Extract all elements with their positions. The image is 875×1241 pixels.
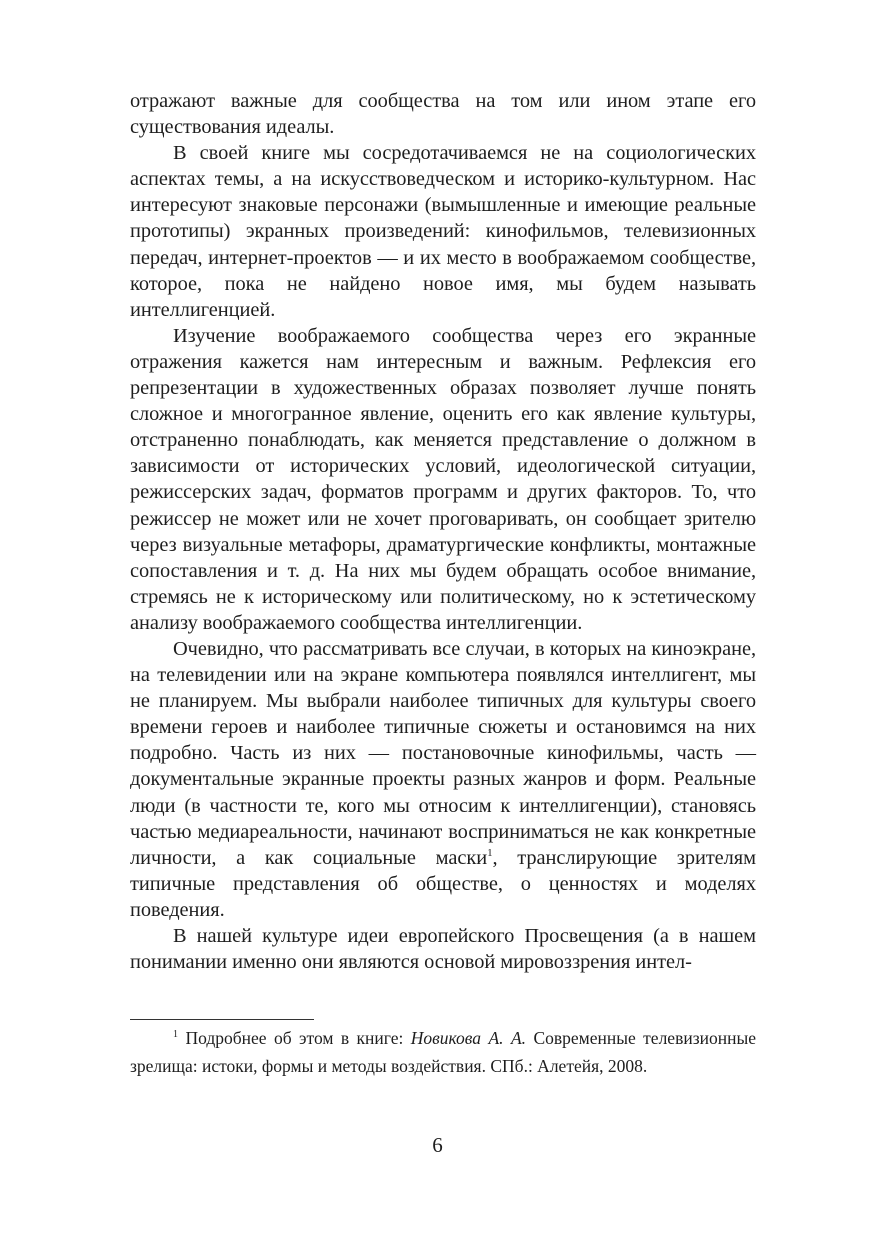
footnote-author: Новикова А. А.: [410, 1028, 527, 1048]
footnote-number: 1: [173, 1029, 178, 1041]
paragraph-5: В нашей культуре идеи европейского Просвещения (а в нашем понимании именно они являются основой мировоззрения интел-: [130, 925, 756, 974]
footnote-divider: [130, 1019, 314, 1020]
paragraph-4-text-before-ref: Очевидно, что рассматривать все случаи, в которых на киноэкране, на телевидении или на экране компьютера появлялся интеллигент, мы не планируем. Мы выбрали наиболее типичных для культуры своего времени героев и наиболее типичные сюжеты и остановимся на них подробно. Часть из них — постановочные кинофильмы, часть — документальные экранные проекты разных жанров и форм. Реальные люди (в частности те, кого мы относим к интеллигенции), становясь частью медиареальности, начинают восприниматься не как конкретные личности, а как социальные маски: [130, 637, 756, 869]
page-body: [130, 88, 756, 975]
paragraph-3: Изучение воображаемого сообщества через его экранные отражения кажется нам интересным и важным. Рефлексия его репрезентации в художественных образах позволяет лучше понять сложное и многогранное явление, оценить его как явление культуры, отстраненно понаблюдать, как меняется представление о должном в зависимости от исторических условий, идеологической ситуации, режиссерских задач, форматов программ и других факторов. То, что режиссер не может или не хочет проговаривать, он сообщает зрителю через визуальные метафоры, драматургические конфликты, монтажные сопоставления и т. д. На них мы будем обращать особое внимание, стремясь не к историческому или политическому, но к эстетическому анализу воображаемого сообщества интеллигенции.: [130, 324, 756, 634]
paragraph-2: В своей книге мы сосредотачиваемся не на социологических аспектах темы, а на искусствоведческом и историко-культурном. Нас интересуют знаковые персонажи (вымышленные и имеющие реальные прототипы) экранных произведений: кинофильмов, телевизионных передач, интернет-проектов — и их место в воображаемом сообществе, которое, пока не найдено новое имя, мы будем называть интеллигенцией.: [130, 142, 756, 321]
main-text: [130, 88, 756, 975]
footnotes: [130, 1019, 756, 1080]
paragraph-4: [130, 636, 756, 923]
paragraph-1: отражают важные для сообщества на том или ином этапе его существования идеалы.: [130, 90, 756, 139]
footnote-reference[interactable]: 1: [487, 846, 493, 859]
page-number: 6: [432, 1133, 443, 1157]
paragraph-4-text-after-ref: , транслирующие зрителям типичные представления об обществе, о ценностях и моделях поведения.: [130, 846, 756, 921]
footnote-1: [130, 1024, 756, 1080]
footnote-lead: Подробнее об этом в книге:: [185, 1028, 411, 1048]
footnote-rest: Современные телевизионные зрелища: истоки, формы и методы воздействия. СПб.: Алетейя, 2008.: [130, 1028, 756, 1076]
